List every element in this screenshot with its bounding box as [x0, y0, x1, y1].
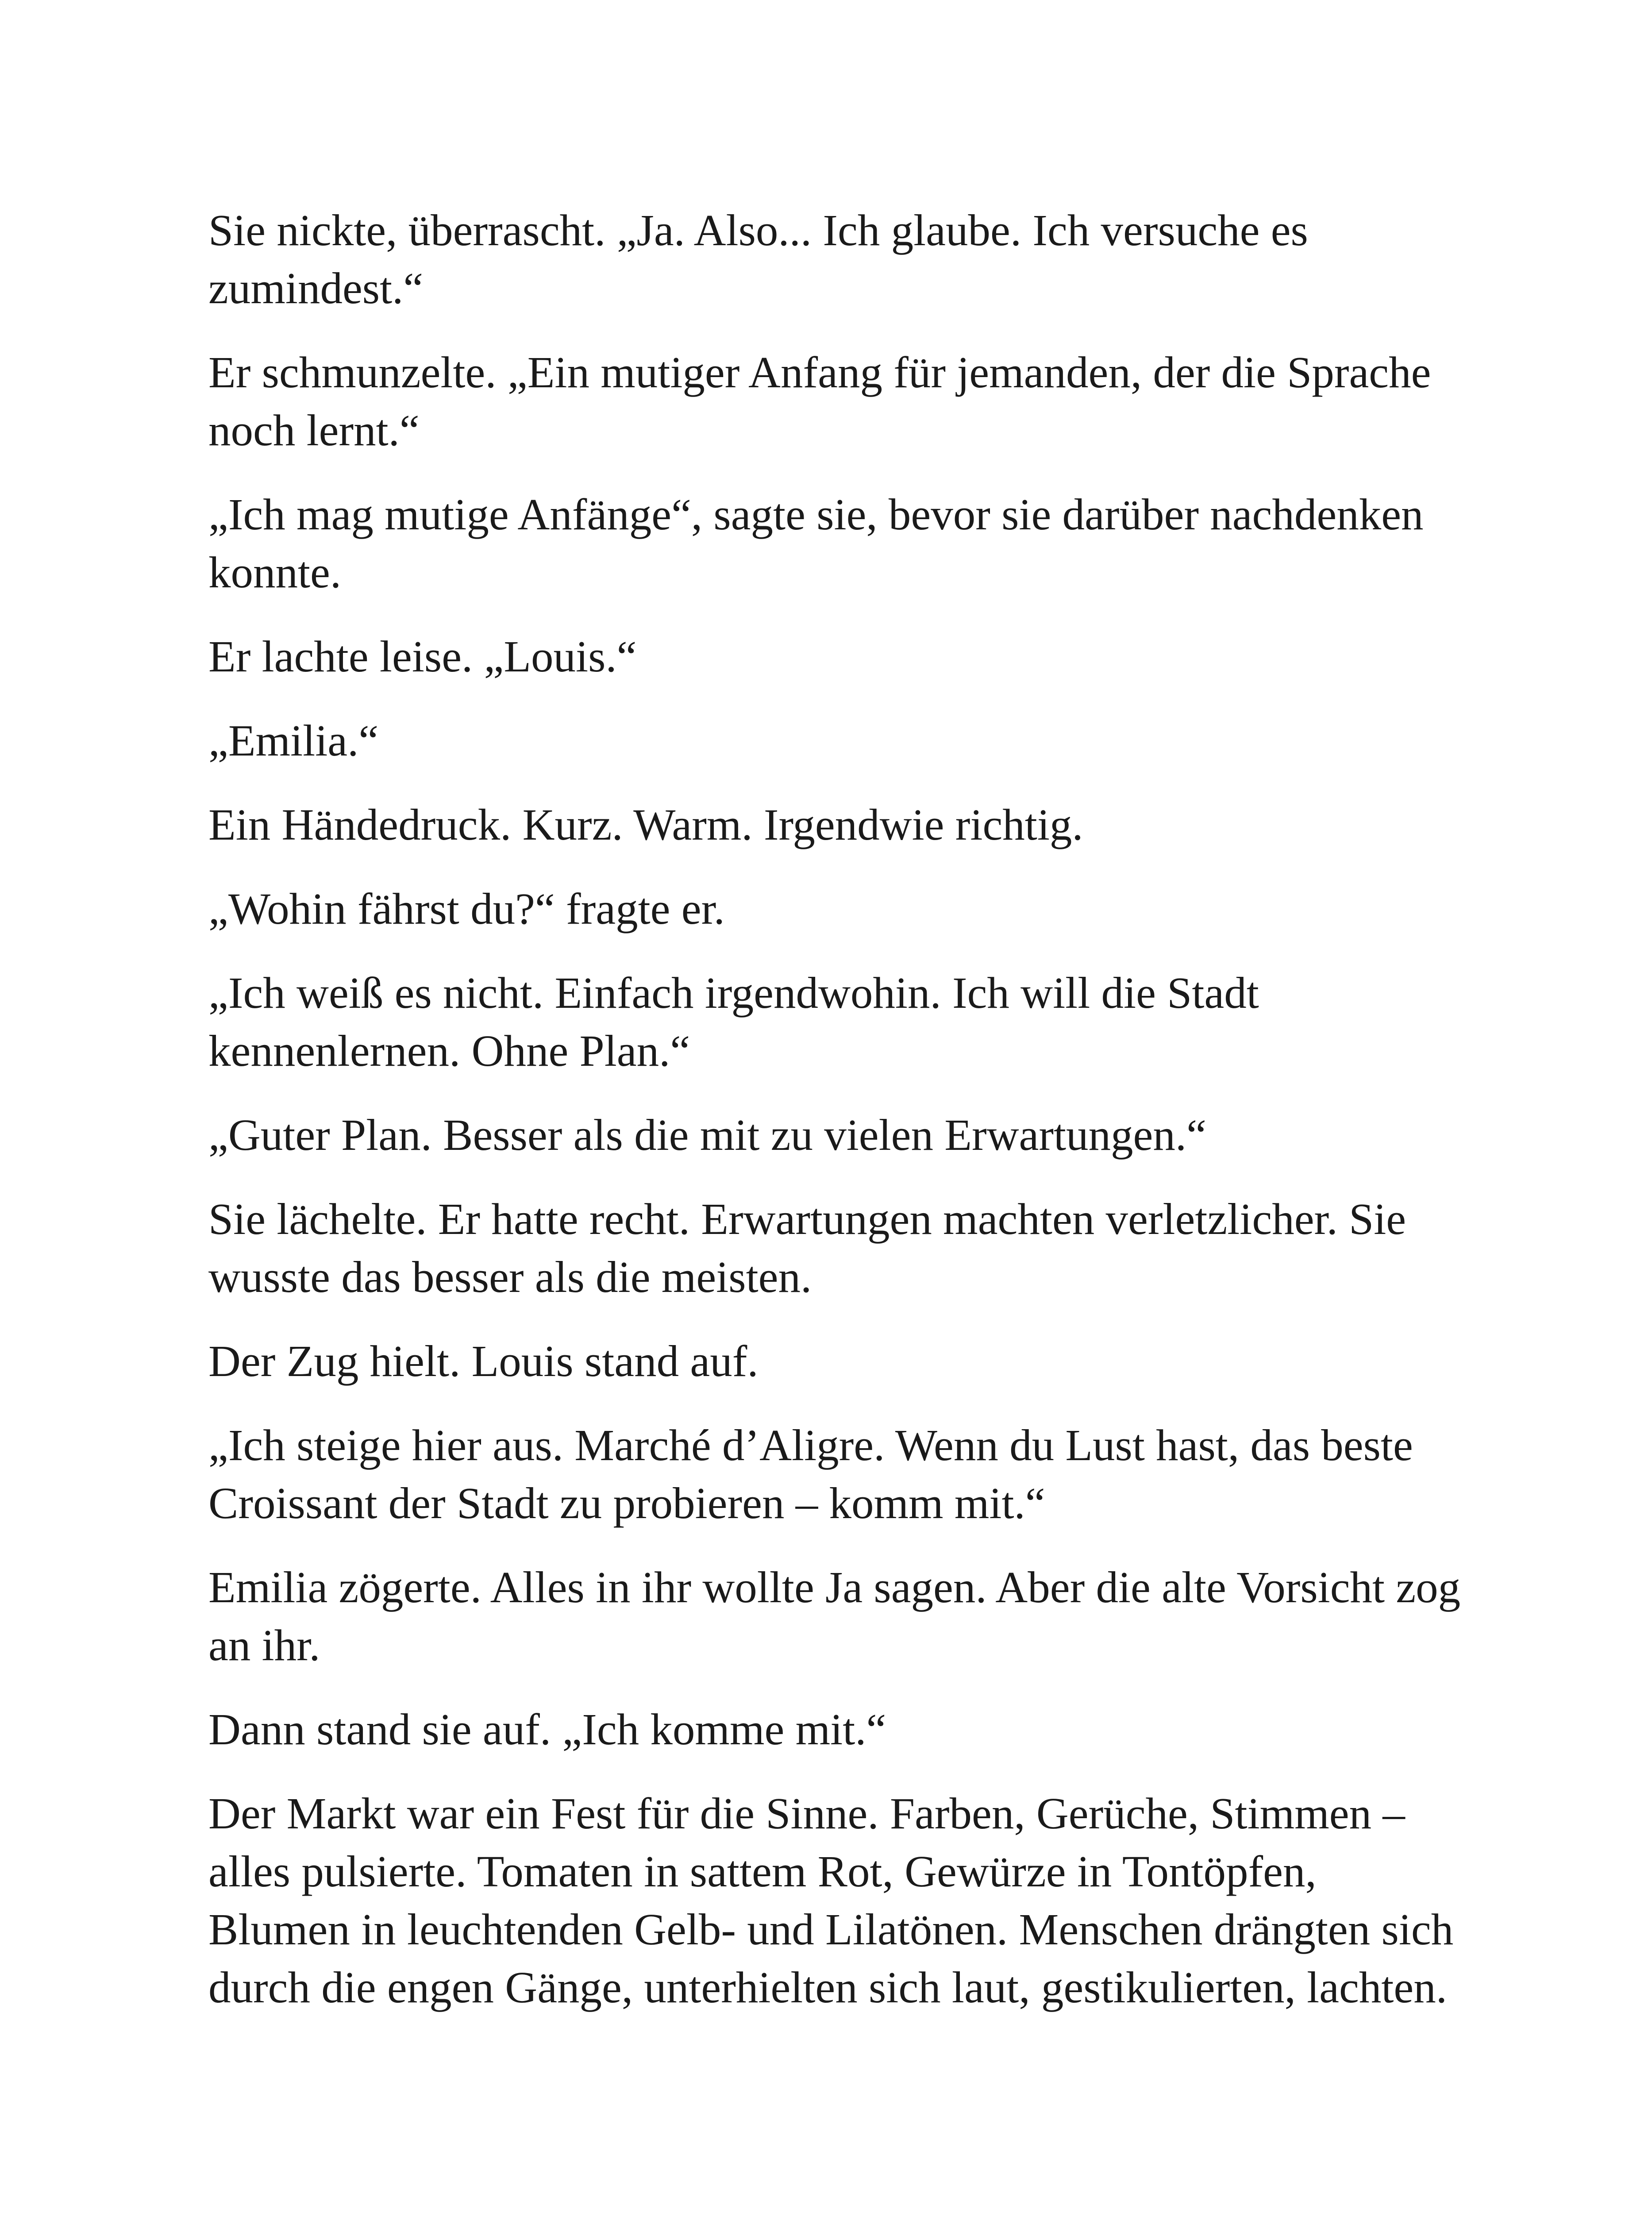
paragraph: Emilia zögerte. Alles in ihr wollte Ja sagen. Aber die alte Vorsicht zog an ihr.: [208, 1562, 1461, 1670]
paragraph: Er lachte leise. „Louis.“: [208, 632, 637, 681]
paragraph: „Ich mag mutige Anfänge“, sagte sie, bevor sie darüber nachdenken konnte.: [208, 490, 1424, 597]
paragraph: Sie nickte, überrascht. „Ja. Also... Ich glaube. Ich versuche es zumindest.“: [208, 205, 1308, 313]
paragraph: „Ich steige hier aus. Marché d’Aligre. Wenn du Lust hast, das beste Croissant der Stadt zu probieren – komm mit.“: [208, 1420, 1413, 1528]
body-text: [208, 201, 1461, 2043]
paragraph: Der Zug hielt. Louis stand auf.: [208, 1336, 759, 1386]
paragraph: Der Markt war ein Fest für die Sinne. Farben, Gerüche, Stimmen – alles pulsierte. Tomaten in sattem Rot, Gewürze in Tontöpfen, Blumen in leuchtenden Gelb- und Lilatönen. Menschen drängten sich durch die engen Gänge, unterhielten sich laut, gestikulierten, lachten.: [208, 1789, 1454, 2012]
paragraph: „Ich weiß es nicht. Einfach irgendwohin. Ich will die Stadt kennenlernen. Ohne Plan.“: [208, 968, 1259, 1076]
paragraph: Ein Händedruck. Kurz. Warm. Irgendwie richtig.: [208, 800, 1083, 849]
paragraph: „Guter Plan. Besser als die mit zu vielen Erwartungen.“: [208, 1110, 1206, 1160]
paragraph: Dann stand sie auf. „Ich komme mit.“: [208, 1704, 886, 1754]
paragraph: Er schmunzelte. „Ein mutiger Anfang für jemanden, der die Sprache noch lernt.“: [208, 347, 1431, 455]
paragraph: „Emilia.“: [208, 716, 379, 765]
paragraph: „Wohin fährst du?“ fragte er.: [208, 884, 725, 933]
paragraph: Sie lächelte. Er hatte recht. Erwartungen machten verletzlicher. Sie wusste das besser als die meisten.: [208, 1194, 1406, 1302]
